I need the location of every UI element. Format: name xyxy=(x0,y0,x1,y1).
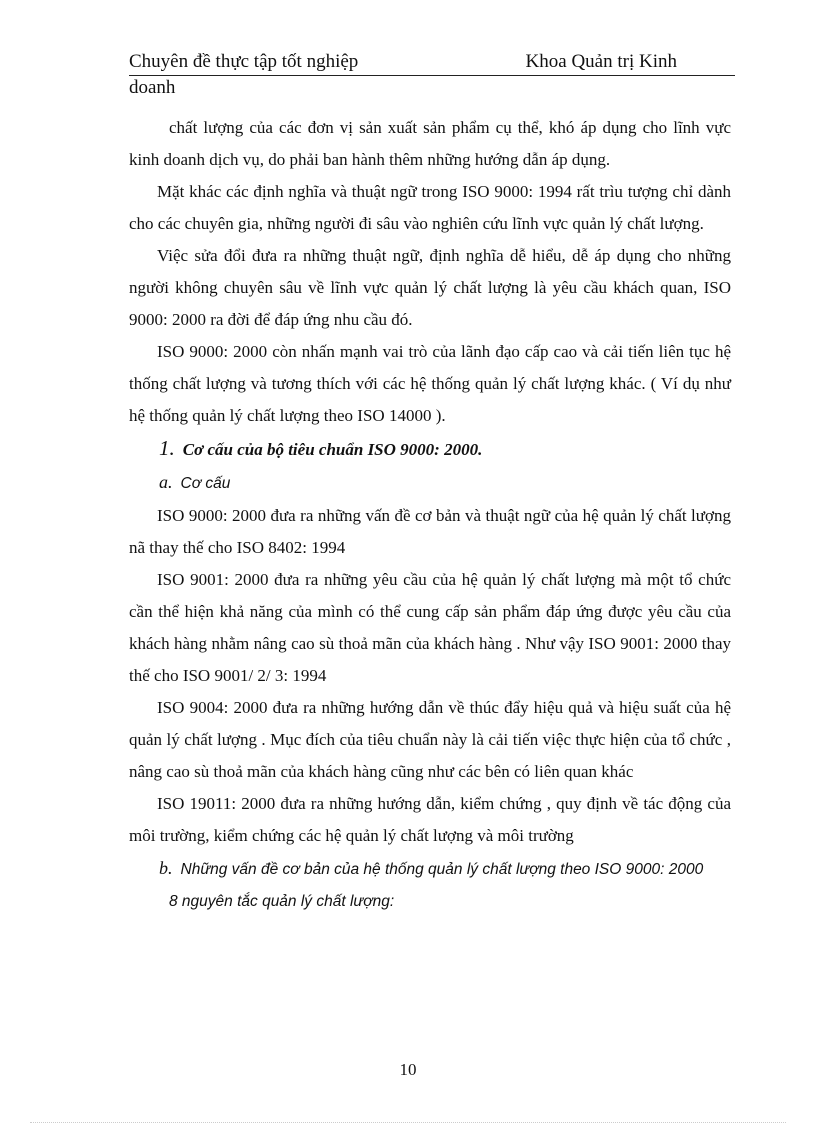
subsection-b xyxy=(129,852,731,886)
section-number: 1. xyxy=(159,436,175,460)
page-header xyxy=(129,50,735,100)
section-heading xyxy=(129,432,731,466)
subsection-b-line2: 8 nguyên tắc quản lý chất lượng: xyxy=(169,893,395,910)
header-faculty: Khoa Quản trị Kinh xyxy=(525,51,677,72)
header-line xyxy=(129,50,735,76)
document-body xyxy=(129,112,731,918)
subsection-a xyxy=(129,466,731,500)
subsection-letter: b. xyxy=(159,858,173,878)
subsection-title: Cơ cấu xyxy=(180,475,231,492)
paragraph: ISO 9000: 2000 còn nhấn mạnh vai trò của lãnh đạo cấp cao và cải tiến liên tục hệ thống chất lượng và tương thích với các hệ thống quản lý chất lượng khác. ( Ví dụ như hệ thống quản lý chất lượng theo ISO 14000 ). xyxy=(129,342,731,425)
paragraph: Mặt khác các định nghĩa và thuật ngữ trong ISO 9000: 1994 rất trìu tượng chỉ dành cho các chuyên gia, những người đi sâu vào nghiên cứu lĩnh vực quản lý chất lượng. xyxy=(129,182,731,233)
paragraph: ISO 9000: 2000 đưa ra những vấn đề cơ bản và thuật ngữ của hệ quản lý chất lượng nã thay thế cho ISO 8402: 1994 xyxy=(129,506,731,557)
paragraph: chất lượng của các đơn vị sản xuất sản phẩm cụ thể, khó áp dụng cho lĩnh vực kinh doanh dịch vụ, do phải ban hành thêm những hướng dẫn áp dụng. xyxy=(129,118,731,169)
subsection-title: Những vấn đề cơ bản của hệ thống quản lý chất lượng theo ISO 9000: 2000 xyxy=(180,861,704,878)
subsection-letter: a. xyxy=(159,472,173,492)
paragraph: ISO 9004: 2000 đưa ra những hướng dẫn về thúc đẩy hiệu quả và hiệu suất của hệ quản lý chất lượng . Mục đích của tiêu chuẩn này là cải tiến việc thực hiện của tổ chức , nâng cao sù thoả mãn của khách hàng cũng như các bên có liên quan khác xyxy=(129,698,731,781)
header-continuation: doanh xyxy=(129,77,176,98)
header-report-title: Chuyên đề thực tập tốt nghiệp xyxy=(129,51,359,72)
paragraph: ISO 9001: 2000 đưa ra những yêu cầu của hệ quản lý chất lượng mà một tổ chức cần thể hiện khả năng của mình có thể cung cấp sản phẩm đáp ứng được yêu cầu của khách hàng nhằm nâng cao sù thoả mãn của khách hàng . Như vậy ISO 9001: 2000 thay thế cho ISO 9001/ 2/ 3: 1994 xyxy=(129,570,731,685)
paragraph: Việc sửa đổi đưa ra những thuật ngữ, định nghĩa dễ hiểu, dễ áp dụng cho những người không chuyên sâu về lĩnh vực quản lý chất lượng là yêu cầu khách quan, ISO 9000: 2000 ra đời để đáp ứng nhu cầu đó. xyxy=(129,246,731,329)
page-number: 10 xyxy=(399,1060,417,1079)
paragraph: ISO 19011: 2000 đưa ra những hướng dẫn, kiểm chứng , quy định về tác động của môi trường, kiểm chứng các hệ quản lý chất lượng và môi trường xyxy=(129,794,731,845)
section-title: Cơ cấu của bộ tiêu chuẩn ISO 9000: 2000. xyxy=(182,440,483,459)
